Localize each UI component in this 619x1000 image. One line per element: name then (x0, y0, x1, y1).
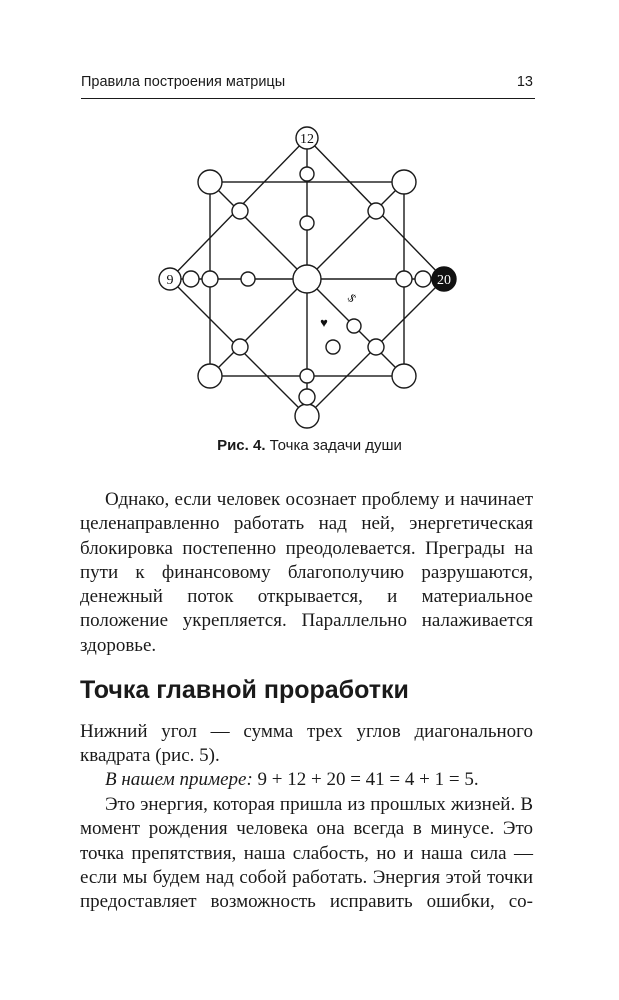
node-right-label: 20 (437, 273, 451, 288)
center-node (293, 265, 321, 293)
diag-node-tr (368, 203, 384, 219)
heart-mark: ♥ (320, 315, 328, 330)
diag-node-br (368, 339, 384, 355)
inner-node-right (396, 271, 412, 287)
paragraph-4: Это энергия, которая пришла из прошлых жизней. В момент рождения человека она всегда в минусе. Это точка препятствия, наша слабость, но и наша сила — если мы будем над собой работать. Энергия этой точки предоставляет возможность исправить ошибки, со- (80, 794, 533, 913)
corner-top-left (198, 170, 222, 194)
diag-node-tl (232, 203, 248, 219)
running-header-title: Правила построения матрицы (81, 74, 286, 90)
caption-label: Рис. 4. (217, 437, 266, 454)
figure-caption (0, 437, 619, 454)
dollar-mark: $ (344, 290, 360, 306)
line-node-1 (347, 319, 361, 333)
node-bottom (295, 404, 319, 428)
section-heading: Точка главной проработки (80, 676, 409, 704)
small-node-left-outer (183, 271, 199, 287)
corner-bottom-right (392, 364, 416, 388)
example-line (80, 768, 533, 792)
line-node-2 (326, 340, 340, 354)
paragraph-1: Однако, если человек осознает проблему и начинает целенаправленно работать над ней, энергетическая блокировка постепенно преодолевается. Преграды на пути к финансовому благополучию разрушаются, денежный поток открывается, и материальное положение укрепляется. Параллельно налаживается здоровье. (80, 489, 533, 656)
example-label: В нашем примере: (105, 769, 253, 790)
small-node-right-outer (415, 271, 431, 287)
caption-text: Точка задачи души (265, 437, 402, 454)
inner-node-top (300, 167, 314, 181)
corner-bottom-left (198, 364, 222, 388)
example-formula: 9 + 12 + 20 = 41 = 4 + 1 = 5. (252, 769, 479, 790)
inner-node-left (202, 271, 218, 287)
page-number: 13 (516, 74, 533, 90)
matrix-diagram (0, 120, 619, 430)
small-node-upper (300, 216, 314, 230)
node-top-label: 12 (300, 132, 314, 147)
small-node-lower (299, 389, 315, 405)
running-header (81, 72, 535, 99)
node-left-label: 9 (166, 273, 174, 288)
small-node-left-inner (241, 272, 255, 286)
inner-node-bottom (300, 369, 314, 383)
corner-top-right (392, 170, 416, 194)
diag-node-bl (232, 339, 248, 355)
paragraph-2: Нижний угол — сумма трех углов диагонального квадрата (рис. 5). (80, 721, 533, 767)
matrix-figure (0, 120, 619, 430)
